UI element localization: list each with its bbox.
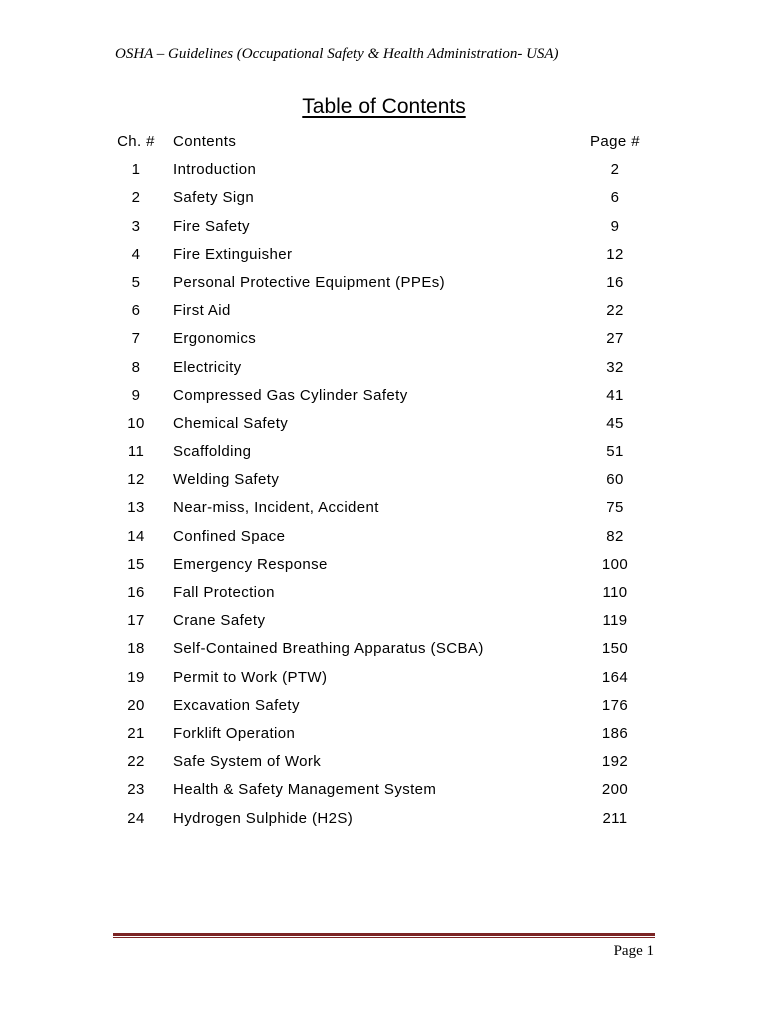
chapter-number: 11 (127, 443, 145, 461)
chapter-number: 13 (127, 499, 145, 517)
toc-row (0, 720, 768, 748)
chapter-title: Hydrogen Sulphide (H2S) (173, 809, 354, 827)
chapter-title: Crane Safety (173, 612, 266, 630)
chapter-page: 16 (606, 273, 624, 291)
toc-row (0, 523, 768, 551)
chapter-number: 18 (127, 640, 145, 658)
chapter-title: Near-miss, Incident, Accident (173, 499, 379, 517)
footer-rule (113, 933, 655, 939)
chapter-number: 24 (127, 809, 145, 827)
chapter-title: Ergonomics (173, 330, 257, 348)
toc-row (0, 748, 768, 776)
chapter-number: 5 (131, 273, 141, 291)
chapter-number: 15 (127, 555, 145, 573)
page-header: OSHA – Guidelines (Occupational Safety & Health Administration- USA) (115, 46, 559, 62)
chapter-title: Welding Safety (173, 471, 280, 489)
column-header-chapter: Ch. # (117, 133, 155, 150)
chapter-page: 12 (606, 245, 624, 263)
chapter-page: 51 (606, 443, 624, 461)
chapter-number: 23 (127, 781, 145, 799)
chapter-number: 3 (131, 217, 141, 235)
toc-row (0, 466, 768, 494)
chapter-number: 12 (127, 471, 145, 489)
chapter-page: 60 (606, 471, 624, 489)
chapter-title: Emergency Response (173, 555, 328, 573)
toc-row (0, 494, 768, 522)
chapter-title: Fire Safety (173, 217, 250, 235)
chapter-number: 6 (131, 302, 141, 320)
chapter-number: 8 (131, 358, 141, 376)
chapter-title: Permit to Work (PTW) (173, 668, 328, 686)
toc-row (0, 354, 768, 382)
chapter-page: 150 (601, 640, 629, 658)
toc-row (0, 776, 768, 804)
toc-row (0, 635, 768, 663)
toc-row (0, 382, 768, 410)
chapter-page: 45 (606, 414, 624, 432)
chapter-title: Self-Contained Breathing Apparatus (SCBA) (173, 640, 484, 658)
chapter-number: 19 (127, 668, 145, 686)
chapter-title: Excavation Safety (173, 696, 300, 714)
toc-row (0, 241, 768, 269)
toc-row (0, 410, 768, 438)
chapter-title: Fall Protection (173, 584, 275, 601)
chapter-number: 22 (127, 753, 145, 771)
chapter-title: First Aid (173, 302, 231, 320)
chapter-page: 100 (601, 555, 629, 573)
chapter-number: 16 (127, 584, 145, 601)
chapter-page: 22 (606, 302, 624, 320)
chapter-number: 20 (127, 696, 145, 714)
toc-title (0, 94, 768, 120)
chapter-page: 211 (602, 809, 628, 827)
chapter-title: Electricity (173, 358, 242, 376)
chapter-number: 10 (127, 414, 145, 432)
chapter-page: 75 (606, 499, 624, 517)
toc-table (0, 128, 768, 833)
chapter-title: Compressed Gas Cylinder Safety (173, 386, 408, 404)
chapter-number: 21 (127, 724, 145, 742)
page-number: Page 1 (613, 943, 654, 959)
chapter-number: 9 (131, 386, 141, 404)
chapter-page: 32 (606, 358, 624, 376)
chapter-page: 200 (601, 781, 629, 799)
toc-row (0, 325, 768, 353)
footer-rule-thick (113, 933, 655, 936)
chapter-title: Health & Safety Management System (173, 781, 437, 799)
toc-title-text: Table of Contents (302, 95, 466, 118)
chapter-title: Confined Space (173, 527, 286, 545)
toc-row (0, 664, 768, 692)
toc-row (0, 213, 768, 241)
chapter-number: 4 (131, 245, 141, 263)
chapter-number: 7 (131, 330, 141, 348)
chapter-title: Safety Sign (173, 189, 255, 207)
chapter-page: 9 (610, 217, 620, 235)
toc-row (0, 579, 768, 607)
chapter-page: 110 (602, 584, 628, 601)
chapter-page: 119 (602, 612, 628, 630)
toc-row (0, 607, 768, 635)
chapter-number: 2 (131, 189, 141, 207)
toc-row (0, 184, 768, 212)
column-header-contents: Contents (173, 133, 237, 150)
chapter-title: Safe System of Work (173, 753, 322, 771)
chapter-title: Scaffolding (173, 443, 252, 461)
toc-row (0, 156, 768, 184)
column-header-page: Page # (590, 133, 640, 150)
toc-row (0, 805, 768, 833)
chapter-page: 27 (606, 330, 624, 348)
chapter-page: 186 (601, 724, 629, 742)
toc-row (0, 551, 768, 579)
chapter-title: Forklift Operation (173, 724, 296, 742)
chapter-page: 192 (601, 753, 629, 771)
toc-row (0, 692, 768, 720)
chapter-page: 82 (606, 527, 624, 545)
toc-header-row (0, 128, 768, 156)
chapter-title: Chemical Safety (173, 414, 289, 432)
chapter-page: 176 (601, 696, 629, 714)
chapter-page: 164 (601, 668, 629, 686)
toc-row (0, 297, 768, 325)
toc-row (0, 438, 768, 466)
chapter-number: 1 (131, 161, 141, 179)
chapter-title: Introduction (173, 161, 257, 179)
toc-row (0, 269, 768, 297)
chapter-page: 6 (610, 189, 620, 207)
footer-rule-thin (113, 937, 655, 938)
chapter-title: Fire Extinguisher (173, 245, 293, 263)
chapter-page: 41 (606, 386, 624, 404)
chapter-title: Personal Protective Equipment (PPEs) (173, 273, 446, 291)
chapter-number: 14 (127, 527, 145, 545)
chapter-number: 17 (127, 612, 145, 630)
chapter-page: 2 (610, 161, 620, 179)
toc-rows (0, 156, 768, 833)
